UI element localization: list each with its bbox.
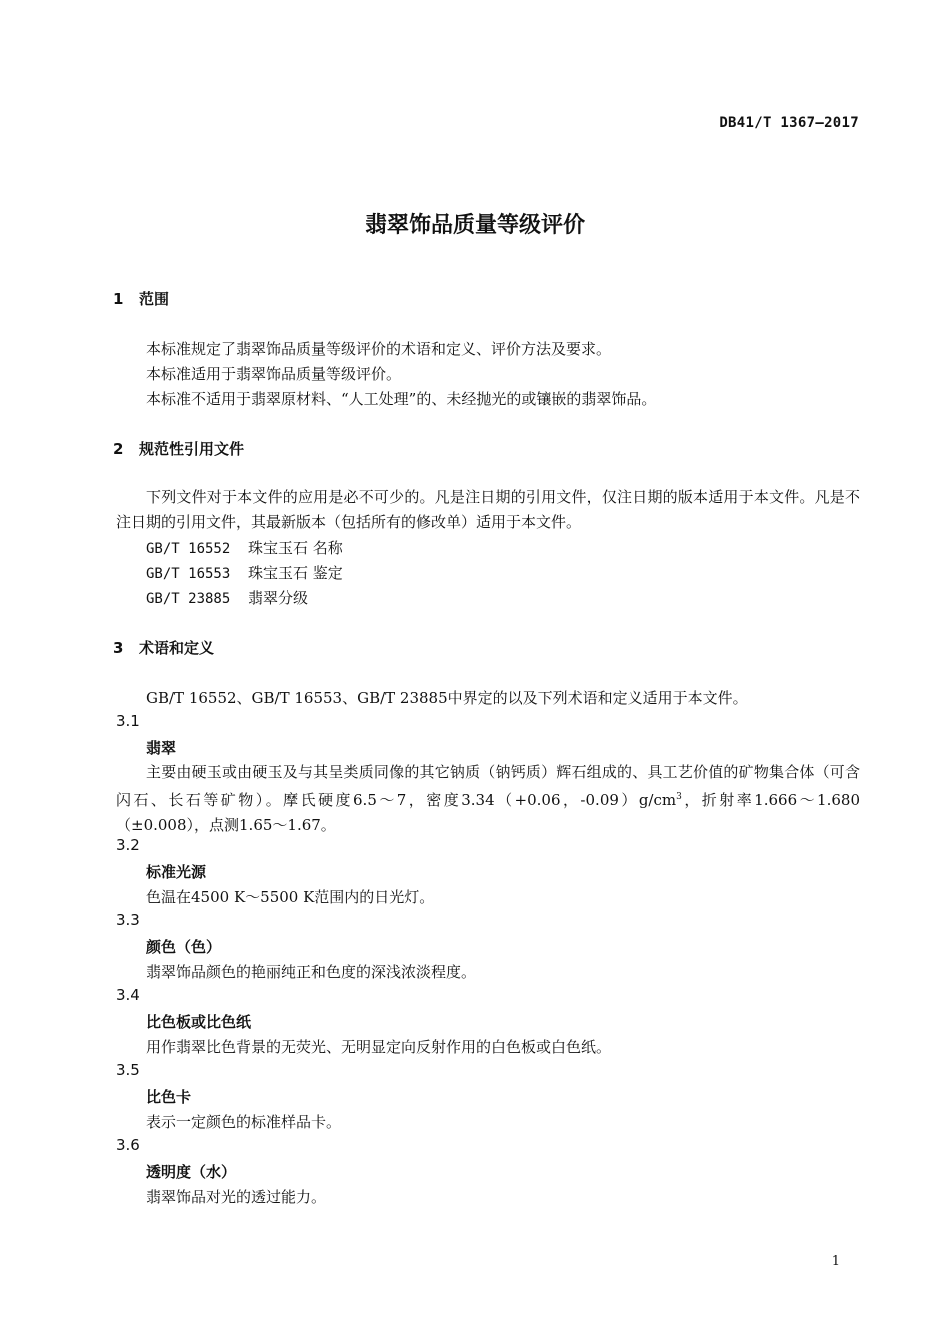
paragraph: 本标准适用于翡翠饰品质量等级评价。 (146, 365, 402, 383)
section-number: 2 (113, 440, 124, 458)
paragraph: GB/T 16552、GB/T 16553、GB/T 23885中界定的以及下列术语和定义适用于本文件。 (146, 689, 748, 707)
paragraph: 本标准规定了翡翠饰品质量等级评价的术语和定义、评价方法及要求。 (146, 340, 612, 358)
section-title: 规范性引用文件 (139, 440, 245, 458)
clause-number: 3.3 (116, 911, 140, 929)
section-title: 范围 (139, 290, 170, 308)
paragraph: 本标准不适用于翡翠原材料、“人工处理”的、未经抛光的或镶嵌的翡翠饰品。 (146, 390, 657, 408)
section-number: 1 (113, 290, 124, 308)
term-heading: 比色卡 (146, 1088, 192, 1106)
reference-name: 翡翠分级 (248, 589, 309, 607)
paragraph: 下列文件对于本文件的应用是必不可少的。凡是注日期的引用文件，仅注日期的版本适用于本文件。凡是不注日期的引用文件，其最新版本（包括所有的修改单）适用于本文件。 (116, 488, 860, 531)
reference-item (146, 562, 343, 583)
standard-code: DB41/T 1367—2017 (719, 115, 859, 131)
section-title: 术语和定义 (139, 639, 215, 657)
term-heading: 标准光源 (146, 863, 207, 881)
page-number: 1 (831, 1254, 840, 1269)
definition-text: 主要由硬玉或由硬玉及与其呈类质同像的其它钠质（钠钙质）辉石组成的、具工艺价值的矿物集合体（可含闪石、长石等矿物）。摩氏硬度6.5～7，密度3.34（+0.06，-0.09）g/cm (116, 763, 860, 809)
reference-name: 珠宝玉石 名称 (248, 539, 343, 557)
clause-number: 3.2 (116, 836, 140, 854)
clause-number: 3.5 (116, 1061, 140, 1079)
term-definition: 翡翠饰品对光的透过能力。 (146, 1188, 327, 1206)
reference-item (146, 537, 343, 558)
reference-name: 珠宝玉石 鉴定 (248, 564, 343, 582)
term-heading: 颜色（色） (146, 938, 222, 956)
clause-number: 3.4 (116, 986, 140, 1004)
term-definition: 翡翠饰品颜色的艳丽纯正和色度的深浅浓淡程度。 (146, 963, 477, 981)
section-number: 3 (113, 639, 124, 657)
section-1-heading (113, 288, 169, 309)
clause-number: 3.6 (116, 1136, 140, 1154)
reference-item (146, 587, 308, 608)
reference-code: GB/T 16553 (146, 566, 231, 582)
term-definition: 用作翡翠比色背景的无荧光、无明显定向反射作用的白色板或白色纸。 (146, 1038, 612, 1056)
reference-code: GB/T 23885 (146, 591, 231, 607)
term-heading: 翡翠 (146, 739, 177, 757)
definition-text: ，折射率1.666～1.680（±0.008），点测1.65～1.67。 (116, 791, 861, 834)
term-heading: 比色板或比色纸 (146, 1013, 252, 1031)
reference-code: GB/T 16552 (146, 541, 231, 557)
term-definition (116, 760, 860, 838)
section-3-heading (113, 637, 214, 658)
term-definition: 表示一定颜色的标准样品卡。 (146, 1113, 342, 1131)
superscript: 3 (676, 792, 682, 802)
clause-number: 3.1 (116, 712, 140, 730)
document-title: 翡翠饰品质量等级评价 (364, 213, 585, 238)
term-definition: 色温在4500 K～5500 K范围内的日光灯。 (146, 888, 435, 906)
term-heading: 透明度（水） (146, 1163, 237, 1181)
section-2-heading (113, 438, 244, 459)
